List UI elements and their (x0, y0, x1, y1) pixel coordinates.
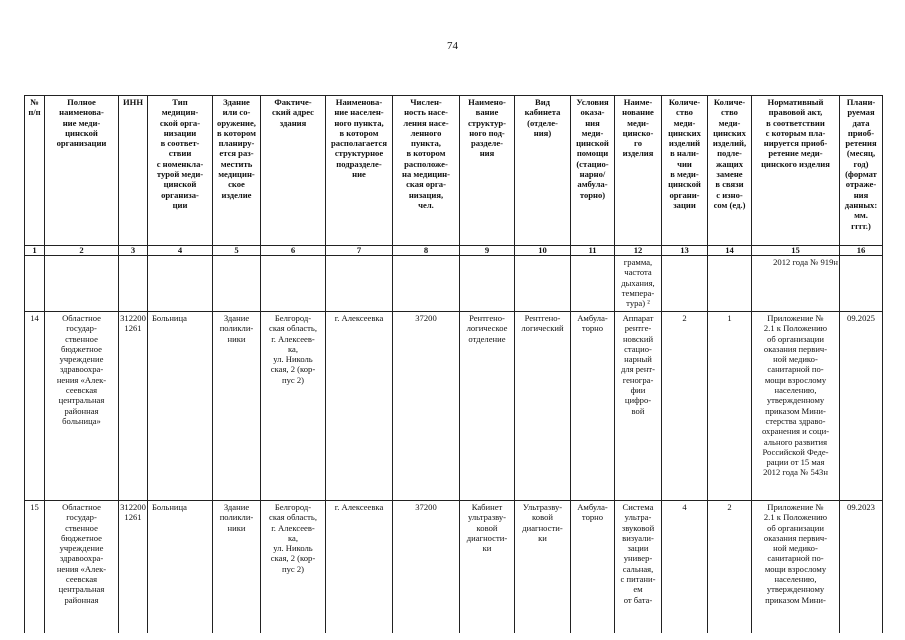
header-cell: Тип медицин- ской орга- низации в соответ- ствии с номенкла- турой меди- цинской организа- ции (148, 96, 213, 246)
column-number-cell: 13 (662, 246, 708, 256)
header-cell: Фактиче- ский адрес здания (261, 96, 326, 246)
table-cell (45, 256, 119, 312)
column-number-cell: 1 (25, 246, 45, 256)
header-cell: Наимено- вание структур- ного под- разделе- ния (460, 96, 515, 246)
table-cell (326, 256, 393, 312)
table-cell (460, 256, 515, 312)
table-cell: Рентгено- логический (515, 312, 571, 501)
column-number-cell: 4 (148, 246, 213, 256)
medical-equipment-table (24, 95, 883, 633)
table-cell (662, 256, 708, 312)
table-cell: 37200 (393, 501, 460, 634)
column-number-cell: 12 (615, 246, 662, 256)
column-number-cell: 2 (45, 246, 119, 256)
table-row (25, 501, 883, 634)
table-cell (393, 256, 460, 312)
header-cell: Плани- руемая дата приоб- ретения (месяц, год) (формат отраже- ния данных: мм. гггг.) (840, 96, 883, 246)
column-number-cell: 9 (460, 246, 515, 256)
column-number-cell: 15 (752, 246, 840, 256)
table-cell (708, 256, 752, 312)
header-cell: Количе- ство меди- цинских изделий, подле- жащих замене в связи с изно- сом (ед.) (708, 96, 752, 246)
continuation-row (25, 256, 883, 312)
table-cell: Аппарат рентге- новский стацио- нарный для рент- геногра- фии цифро- вой (615, 312, 662, 501)
table-cell: 14 (25, 312, 45, 501)
table-cell: 2012 года № 919н (752, 256, 840, 312)
table-cell: Больница (148, 501, 213, 634)
table-cell: Больница (148, 312, 213, 501)
table-cell: г. Алексеевка (326, 312, 393, 501)
table-cell: Амбула- торно (571, 501, 615, 634)
column-number-row (25, 246, 883, 256)
table-cell (213, 256, 261, 312)
table-cell: 09.2023 (840, 501, 883, 634)
table-row (25, 312, 883, 501)
table-cell: 1 (708, 312, 752, 501)
table-cell (25, 256, 45, 312)
table-cell: 312200 1261 (119, 501, 148, 634)
column-number-cell: 11 (571, 246, 615, 256)
column-number-cell: 6 (261, 246, 326, 256)
table-cell: Приложение № 2.1 к Положению об организации оказания первич- ной медико- санитарной по- мощи взрослому населению, утвержденному приказом Мини- (752, 501, 840, 634)
table-cell (515, 256, 571, 312)
table-cell: Система ультра- звуковой визуали- зации универ- сальная, с питани- ем от бата- (615, 501, 662, 634)
table-cell: 09.2025 (840, 312, 883, 501)
table-cell (840, 256, 883, 312)
table-cell: Областное государ- ственное бюджетное учреждение здравоохра- нения «Алек- сеевская центральная районная больница» (45, 312, 119, 501)
table-cell: Кабинет ультразву- ковой диагности- ки (460, 501, 515, 634)
header-cell: Здание или со- оружение, в котором планиру- ется раз- местить медицин- ское изделие (213, 96, 261, 246)
table-cell: 2 (708, 501, 752, 634)
table-cell: 312200 1261 (119, 312, 148, 501)
header-cell: Вид кабинета (отделе- ния) (515, 96, 571, 246)
table-cell: Приложение № 2.1 к Положению об организации оказания первич- ной медико- санитарной по- мощи взрослому населению, утвержденному приказом Мини- стерства здраво- охранения и соци- ального развития Российской Феде- рации от 15 мая 2012 года № 543н (752, 312, 840, 501)
column-number-cell: 16 (840, 246, 883, 256)
column-number-cell: 8 (393, 246, 460, 256)
table-cell: 37200 (393, 312, 460, 501)
table-cell: Здание поликли- ники (213, 501, 261, 634)
column-number-cell: 3 (119, 246, 148, 256)
table-cell: г. Алексеевка (326, 501, 393, 634)
table-cell: Белгород- ская область, г. Алексеев- ка, ул. Николь ская, 2 (кор- пус 2) (261, 312, 326, 501)
header-cell: Количе- ство меди- цинских изделий в нали- чии в меди- цинской органи- зации (662, 96, 708, 246)
table-cell: 15 (25, 501, 45, 634)
table-cell: Здание поликли- ники (213, 312, 261, 501)
header-cell: Наименова- ние населен- ного пункта, в котором располагается структурное подразделе- ние (326, 96, 393, 246)
table-cell: грамма, частота дыхания, темпера- тура) ² (615, 256, 662, 312)
table-cell (571, 256, 615, 312)
page-number: 74 (447, 40, 458, 52)
header-cell: ИНН (119, 96, 148, 246)
header-cell: Полное наименова- ние меди- цинской организации (45, 96, 119, 246)
header-row (25, 96, 883, 246)
header-cell: Условия оказа- ния меди- цинской помощи (стацио- нарно/ амбула- торно) (571, 96, 615, 246)
table-cell: Амбула- торно (571, 312, 615, 501)
table-cell: Областное государ- ственное бюджетное учреждение здравоохра- нения «Алек- сеевская центральная районная (45, 501, 119, 634)
table-cell: 2 (662, 312, 708, 501)
header-cell: Нормативный правовой акт, в соответствии с которым пла- нируется приоб- ретение меди- цинского изделия (752, 96, 840, 246)
table-cell (119, 256, 148, 312)
table-cell: Белгород- ская область, г. Алексеев- ка, ул. Николь ская, 2 (кор- пус 2) (261, 501, 326, 634)
table-cell (261, 256, 326, 312)
table-cell (148, 256, 213, 312)
header-cell: № п/п (25, 96, 45, 246)
table-cell: 4 (662, 501, 708, 634)
table-cell: Ультразву- ковой диагности- ки (515, 501, 571, 634)
header-cell: Наиме- нование меди- цинско- го изделия (615, 96, 662, 246)
column-number-cell: 5 (213, 246, 261, 256)
column-number-cell: 7 (326, 246, 393, 256)
header-cell: Числен- ность насе- ления насе- ленного пункта, в котором расположе- на медицин- ская орга- низация, чел. (393, 96, 460, 246)
table-cell: Рентгено- логическое отделение (460, 312, 515, 501)
column-number-cell: 10 (515, 246, 571, 256)
column-number-cell: 14 (708, 246, 752, 256)
